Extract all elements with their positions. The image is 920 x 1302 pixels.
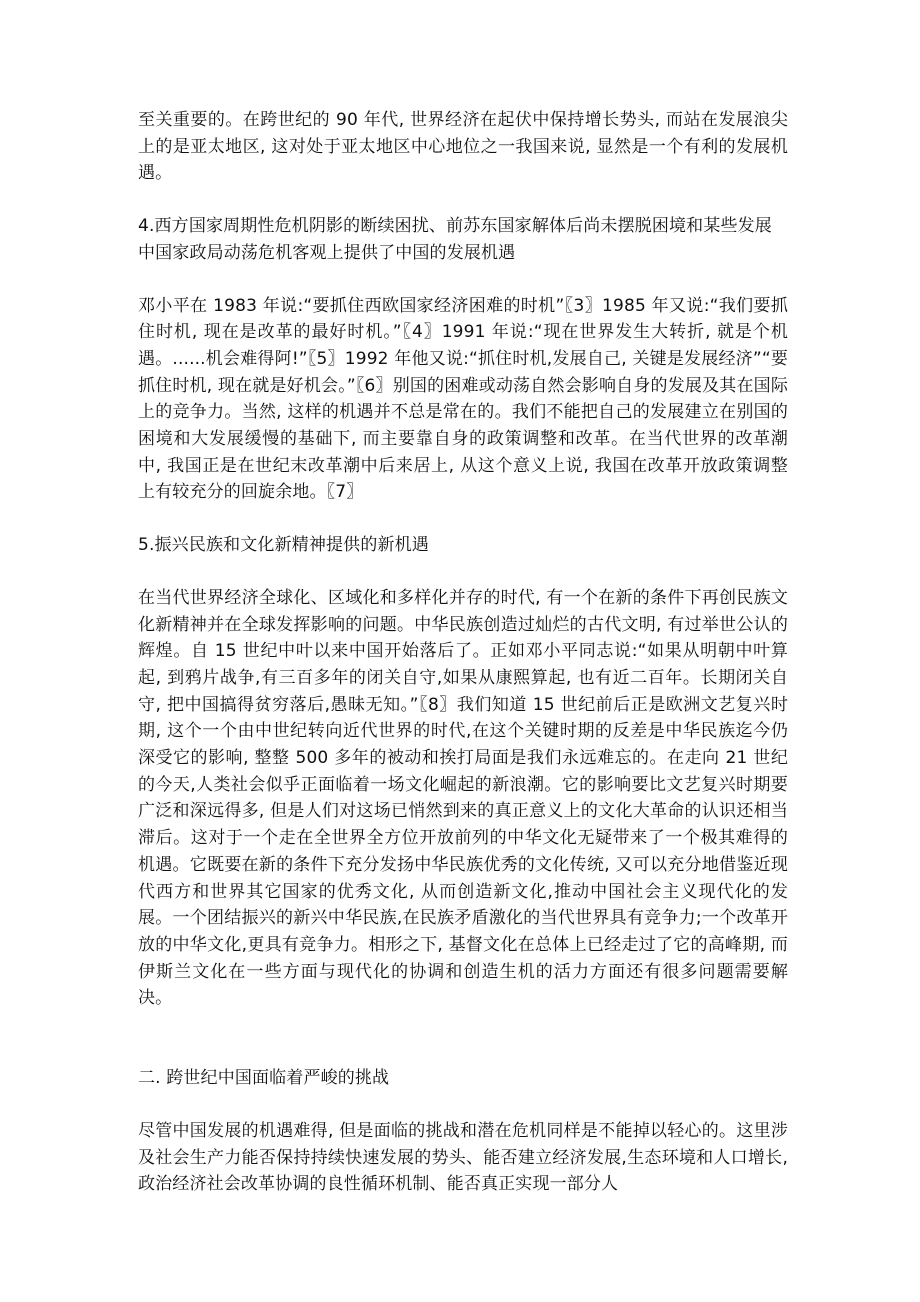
spacer — [138, 559, 788, 585]
spacer — [138, 1012, 788, 1065]
spacer — [138, 187, 788, 213]
section-heading-5: 5.振兴民族和文化新精神提供的新机遇 — [138, 535, 429, 556]
paragraph-global-economy: 至关重要的。在跨世纪的 90 年代, 世界经济在起伏中保持增长势头, 而站在发展浪尖上的是亚太地区, 这对处于亚太地区中心地位之一我国来说, 显然是一个有利的发展机遇。 — [138, 110, 788, 184]
paragraph-culture-opportunity: 在当代世界经济全球化、区域化和多样化并存的时代, 有一个在新的条件下再创民族文化新精神并在全球发挥影响的问题。中华民族创造过灿烂的古代文明, 有过举世公认的辉煌。自 15 世纪中叶以来中国开始落后了。正如邓小平同志说:“如果从明朝中叶算起, 到鸦片战争,有三百多年的闭关自守,如果从康熙算起, 也有近二百年。长期闭关自守, 把中国搞得贫穷落后,愚昧无知。”〖8〗我们知道 15 世纪前后正是欧洲文艺复兴时期, 这个一个由中世纪转向近代世界的时代,在这个关键时期的反差是中华民族迄今仍深受它的影响, 整整 500 多年的被动和挨打局面是我们永远难忘的。在走向 21 世纪的今天,人类社会似乎正面临着一场文化崛起的新浪潮。它的影响要比文艺复兴时期要广泛和深远得多, 但是人们对这场已悄然到来的真正意义上的文化大革命的认识还相当滞后。这对于一个走在全世界全方位开放前列的中华文化无疑带来了一个极其难得的机遇。它既要在新的条件下充分发扬中华民族优秀的文化传统, 又可以充分地借鉴近现代西方和世界其它国家的优秀文化, 从而创造新文化,推动中国社会主义现代化的发展。一个团结振兴的新兴中华民族,在民族矛盾激化的当代世界具有竞争力;一个改革开放的中华文化,更具有竞争力。相形之下, 基督文化在总体上已经走过了它的高峰期, 而伊斯兰文化在一些方面与现代化的协调和创造生机的活力方面还有很多问题需要解决。 — [138, 587, 788, 1009]
paragraph-challenges: 尽管中国发展的机遇难得, 但是面临的挑战和潜在危机同样是不能掉以轻心的。这里涉及社会生产力能否保持持续快速发展的势头、能否建立经济发展,生态环境和人口增长,政治经济社会改革协调的良性循环机制、能否真正实现一部分人 — [138, 1120, 788, 1195]
paragraph-deng-quotes: 邓小平在 1983 年说:“要抓住西欧国家经济困难的时机”〖3〗1985 年又说:“我们要抓住时机, 现在是改革的最好时机。”〖4〗1991 年说:“现在世界发生大转折, 就是个机遇。......机会难得阿!”〖5〗1992 年他又说:“抓住时机,发展自己, 关键是发展经济”“要抓住时机, 现在就是好机会。”〖6〗别国的困难或动荡自然会影响自身的发展及其在国际上的竞争力。当然, 这样的机遇并不总是常在的。我们不能把自己的发展建立在别国的困境和大发展缓慢的基础下, 而主要靠自身的政策调整和改革。在当代世界的改革潮中, 我国正是在世纪末改革潮中后来居上, 从这个意义上说, 我国在改革开放政策调整上有较充分的回旋余地。〖7〗 — [138, 295, 788, 503]
section-heading-4: 4.西方国家周期性危机阴影的断续困扰、前苏东国家解体后尚未摆脱困境和某些发展中国家政局动荡危机客观上提供了中国的发展机遇 — [138, 216, 772, 263]
spacer — [138, 267, 788, 293]
document-page — [138, 107, 788, 1198]
spacer — [138, 1092, 788, 1118]
spacer — [138, 506, 788, 532]
chapter-heading-2: 二. 跨世纪中国面临着严峻的挑战 — [138, 1068, 390, 1089]
